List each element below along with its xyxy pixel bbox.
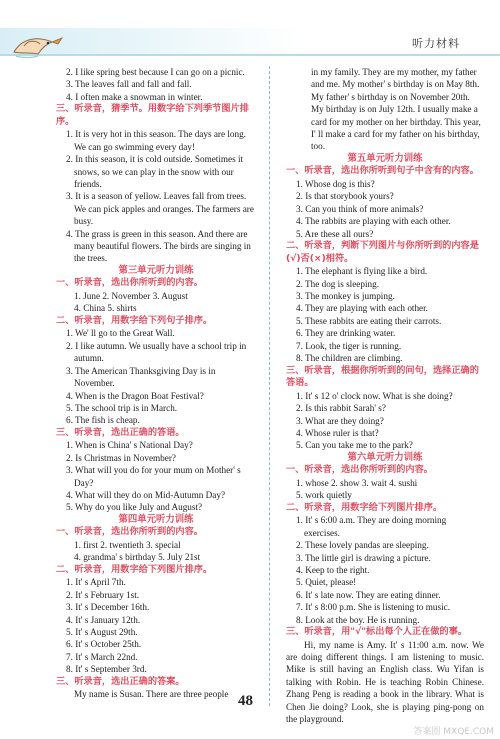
list-item: 2. It' s February 1st. (66, 589, 140, 600)
list-item: 6. The fish is cheap. (66, 415, 140, 426)
list-item: 6. It' s October 25th. (66, 639, 142, 650)
unit-title: 第四单元听力训练 (118, 513, 194, 525)
list-item: 5. Are these all ours? (296, 228, 374, 239)
column-divider (269, 66, 270, 706)
unit-title: 第五单元听力训练 (347, 152, 423, 164)
list-item: 1. When is China' s National Day? (66, 440, 193, 451)
list-item: 3. The little girl is drawing a picture. (296, 552, 431, 563)
right-column (286, 66, 484, 725)
list-item: 1. It' s 12 o' clock now. What is she doing? (296, 390, 453, 401)
header-rule (0, 54, 500, 56)
list-item: 3. Can you think of more animals? (296, 203, 424, 214)
options-line: 1. first 2. twentieth 3. special (74, 539, 181, 550)
page-header (0, 0, 500, 64)
list-item: 3. The American Thanksgiving Day is in November. (66, 365, 216, 389)
options-line: 4. China 5. shirts (74, 303, 137, 314)
list-item: 4. When is the Dragon Boat Festival? (66, 390, 204, 401)
unit-title: 第六单元听力训练 (347, 451, 423, 463)
list-item: 4. Keep to the right. (296, 564, 370, 575)
unit-title: 第三单元听力训练 (118, 264, 194, 276)
list-item: 1. Whose dog is this? (296, 179, 375, 190)
list-item: 1. It' s April 7th. (66, 577, 126, 588)
options-line: 1. June 2. November 3. August (74, 291, 188, 302)
list-item: 4. They are playing with each other. (296, 303, 428, 314)
list-item: 4. I often make a snowman in winter. (66, 91, 203, 102)
section-heading: 二、听录音，用数字给下列图片排序。 (286, 501, 443, 513)
section-heading: 三、听录音，选出正确的答案。 (56, 675, 185, 687)
bird-logo-icon (8, 28, 68, 62)
list-item: 5. Can you take me to the park? (296, 440, 413, 451)
list-item: 2. Is this rabbit Sarah' s? (296, 403, 386, 414)
list-item: 2. The dog is sleeping. (296, 278, 380, 289)
list-item: 2. I like spring best because I can go on a picnic. (66, 67, 245, 77)
list-item: 3. The leaves fall and fall and fall. (66, 79, 192, 90)
list-item: 5. work quietly (296, 490, 352, 501)
options-line: 4. grandma' s birthday 5. July 21st (74, 552, 201, 563)
list-item: 2. Is that storybook yours? (296, 191, 394, 202)
list-item: 3. The monkey is jumping. (296, 291, 395, 302)
left-column (56, 66, 256, 701)
page-number: 48 (238, 693, 253, 709)
list-item: 2. Is Christmas in November? (66, 452, 176, 463)
list-item: 1. whose 2. show 3. wait 4. sushi (296, 477, 418, 488)
list-item: 3. It' s December 16th. (66, 602, 150, 613)
list-item: 2. These lovely pandas are sleeping. (296, 540, 429, 551)
list-item: 5. It' s August 29th. (66, 626, 138, 637)
list-item: 4. The grass is green in this season. And there are many beautiful flowers. The birds are singing in the trees. (66, 228, 251, 264)
list-item: 8. The children are climbing. (296, 353, 403, 364)
section-heading: 二、听录音，用数字给下列句子排序。 (56, 314, 213, 326)
list-item: 7. It' s March 22nd. (66, 651, 138, 662)
section-heading: 一、听录音，选出你所听到句子中含有的内容。 (286, 165, 479, 177)
section-heading: 二、听录音，用数字给下列图片排序。 (56, 563, 213, 575)
list-item: 1. It' s 6:00 a.m. They are doing morning exercises. (296, 515, 447, 538)
list-item: 8. It' s September 3rd. (66, 664, 147, 675)
list-item: 4. Whose ruler is that? (296, 427, 379, 438)
section-heading: 三、听录音，根据你所听到的问句，选择正确的答语。 (286, 364, 479, 389)
section-heading: 三、听录音，猜季节。用数字给下列季节图片排序。 (56, 103, 249, 127)
list-item: 4. It' s January 12th. (66, 614, 141, 625)
watermark: 答案圈 MXQE.COM (413, 727, 494, 737)
list-item: 6. They are drinking water. (296, 328, 396, 339)
list-item: 1. The elephant is flying like a bird. (296, 266, 428, 277)
list-item: 5. The school trip is in March. (66, 402, 178, 413)
list-item: 3. What are they doing? (296, 415, 384, 426)
list-item: 6. It' s late now. They are eating dinner. (296, 589, 441, 600)
list-item: 7. It' s 8:00 p.m. She is listening to music. (296, 602, 451, 613)
list-item: 2. I like autumn. We usually have a school trip in autumn. (66, 340, 247, 364)
list-item: 1. It is very hot in this season. The days are long. We can go swimming every day! (66, 129, 246, 152)
list-item: 2. In this season, it is cold outside. Sometimes it snows, so we can play in the snow with our friends. (66, 154, 244, 190)
list-item: 5. These rabbits are eating their carrots. (296, 315, 442, 326)
section-heading: 三、听录音，选出正确的答语。 (56, 426, 185, 438)
paragraph-continuation: in my family. They are my mother, my father and me. My mother' s birthday is on May 8th. My father' s birthday is on November 20th. My birthday is on July 12th. I usually make a card for my mother on her birthday. This year, I' ll make a card for my father on his birthday, too. (311, 67, 481, 152)
list-item: 1. We' ll go to the Great Wall. (66, 328, 175, 339)
list-item: 4. The rabbits are playing with each other. (296, 216, 451, 227)
section-heading: 三、听录音，用"√"标出每个人正在做的事。 (286, 625, 468, 637)
section-heading: 一、听录音，选出你所听到的内容。 (286, 464, 433, 476)
list-item: 3. It is a season of yellow. Leaves fall from trees. We can pick apples and oranges. The farmers are busy. (66, 191, 254, 227)
list-item: 5. Quiet, please! (296, 577, 357, 588)
list-item: 7. Look, the tiger is running. (296, 340, 402, 351)
paragraph: My name is Susan. There are three people (74, 689, 229, 700)
list-item: 4. What will they do on Mid-Autumn Day? (66, 489, 226, 500)
paragraph: Hi, my name is Amy. It' s 11:00 a.m. now. We are doing different things. I am listening to music. Mike is still having an English class. Wu Yifan is talking with Robin. He is teaching Robin Chinese. Zhang Peng is reading a book in the library. What is Chen Jie doing? Look, she is playing ping-pong on the playground. (286, 639, 484, 724)
section-heading: 一、听录音，选出你所听到的内容。 (56, 277, 203, 289)
section-heading: 一、听录音，选出你所听到的内容。 (56, 526, 203, 538)
list-item: 8. Look at the boy. He is running. (296, 614, 420, 625)
header-title: 听力材料 (412, 37, 460, 50)
list-item: 3. What will you do for your mum on Mother' s Day? (66, 465, 241, 488)
list-item: 5. Why do you like July and August? (66, 502, 203, 513)
section-heading: 二、听录音，判断下列图片与你所听到的内容是(√)否(×)相符。 (286, 240, 479, 264)
